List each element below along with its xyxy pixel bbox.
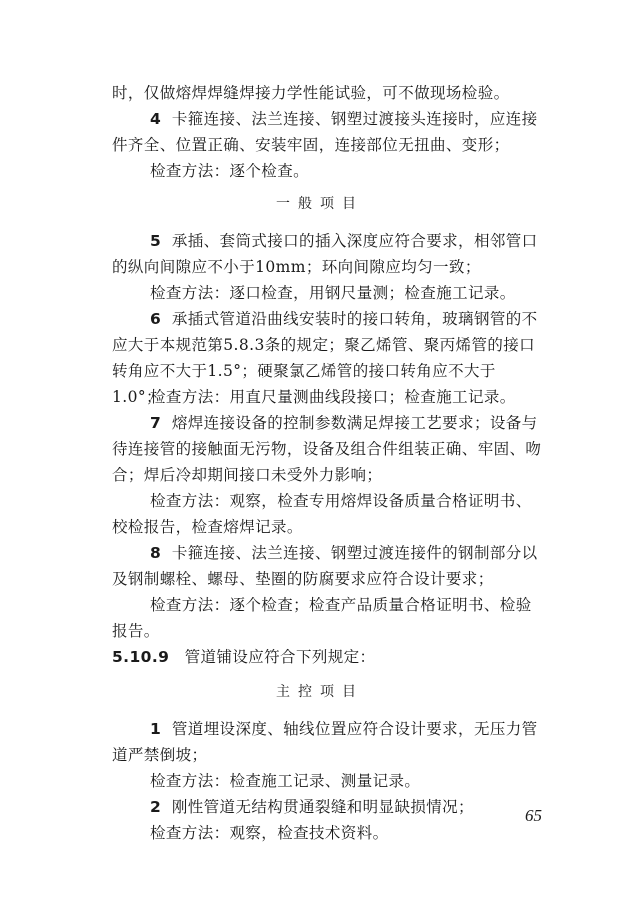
check-text: 检查方法：用直尺量测曲线段接口；检查施工记录。 — [150, 388, 516, 406]
item-number: 5 — [150, 232, 162, 250]
item-text: 卡箍连接、法兰连接、钢塑过渡接头连接时，应连接件齐全、位置正确、安装牢固，连接部位无扭曲、变形； — [112, 110, 538, 154]
item-number: 1 — [150, 720, 162, 738]
check-text: 检查方法：逐口检查，用钢尺量测；检查施工记录。 — [150, 284, 516, 302]
check-text: 检查方法：观察，检查专用熔焊设备质量合格证明书、校检报告，检查熔焊记录。 — [112, 492, 532, 536]
check-text: 检查方法：检查施工记录、测量记录。 — [150, 772, 421, 790]
check-text: 检查方法：逐个检查。 — [150, 162, 310, 180]
item-number: 7 — [150, 414, 162, 432]
check-method — [112, 384, 544, 410]
section-number: 5.10.9 — [112, 648, 170, 666]
heading-main-items: 主控项目 — [276, 684, 364, 700]
heading-general-items: 一般项目 — [276, 196, 364, 212]
item-text: 熔焊连接设备的控制参数满足焊接工艺要求；设备与待连接管的接触面无污物，设备及组合件组装正确、牢固、吻合；焊后冷却期间接口未受外力影响； — [112, 414, 542, 484]
check-method — [112, 158, 544, 184]
item-text: 承插式管道沿曲线安装时的接口转角，玻璃钢管的不应大于本规范第5.8.3条的规定；聚乙烯管、聚丙烯管的接口转角应不大于1.5°；硬聚氯乙烯管的接口转角应不大于1.0°； — [112, 310, 538, 406]
item-text: 卡箍连接、法兰连接、钢塑过渡连接件的钢制部分以及钢制螺栓、螺母、垫圈的防腐要求应符合设计要求； — [112, 544, 538, 588]
item-text: 管道埋设深度、轴线位置应符合设计要求，无压力管道严禁倒坡； — [112, 720, 538, 764]
item-7 — [112, 410, 544, 488]
page-number: 65 — [525, 806, 542, 825]
item-8 — [112, 540, 544, 592]
check-method — [112, 768, 544, 794]
item-number: 8 — [150, 544, 162, 562]
item-number: 2 — [150, 798, 162, 816]
check-method — [112, 488, 544, 540]
check-text: 检查方法：观察，检查技术资料。 — [150, 824, 389, 842]
check-text: 检查方法：逐个检查；检查产品质量合格证明书、检验报告。 — [112, 596, 532, 640]
check-method — [112, 280, 544, 306]
item-text: 承插、套筒式接口的插入深度应符合要求，相邻管口的纵向间隙应不小于10mm；环向间隙应均匀一致； — [112, 232, 538, 276]
section-5-10-9 — [112, 644, 544, 670]
item-number: 6 — [150, 310, 162, 328]
item-number: 4 — [150, 110, 162, 128]
check-method — [112, 820, 544, 846]
item-2 — [112, 794, 544, 820]
item-text: 刚性管道无结构贯通裂缝和明显缺损情况； — [171, 798, 474, 816]
check-method — [112, 592, 544, 644]
section-text: 管道铺设应符合下列规定： — [184, 648, 376, 666]
item-1 — [112, 716, 544, 768]
item-4 — [112, 106, 544, 158]
paragraph-continuation — [112, 80, 544, 106]
item-5 — [112, 228, 544, 280]
paragraph-text: 时，仅做熔焊焊缝焊接力学性能试验，可不做现场检验。 — [112, 84, 510, 102]
